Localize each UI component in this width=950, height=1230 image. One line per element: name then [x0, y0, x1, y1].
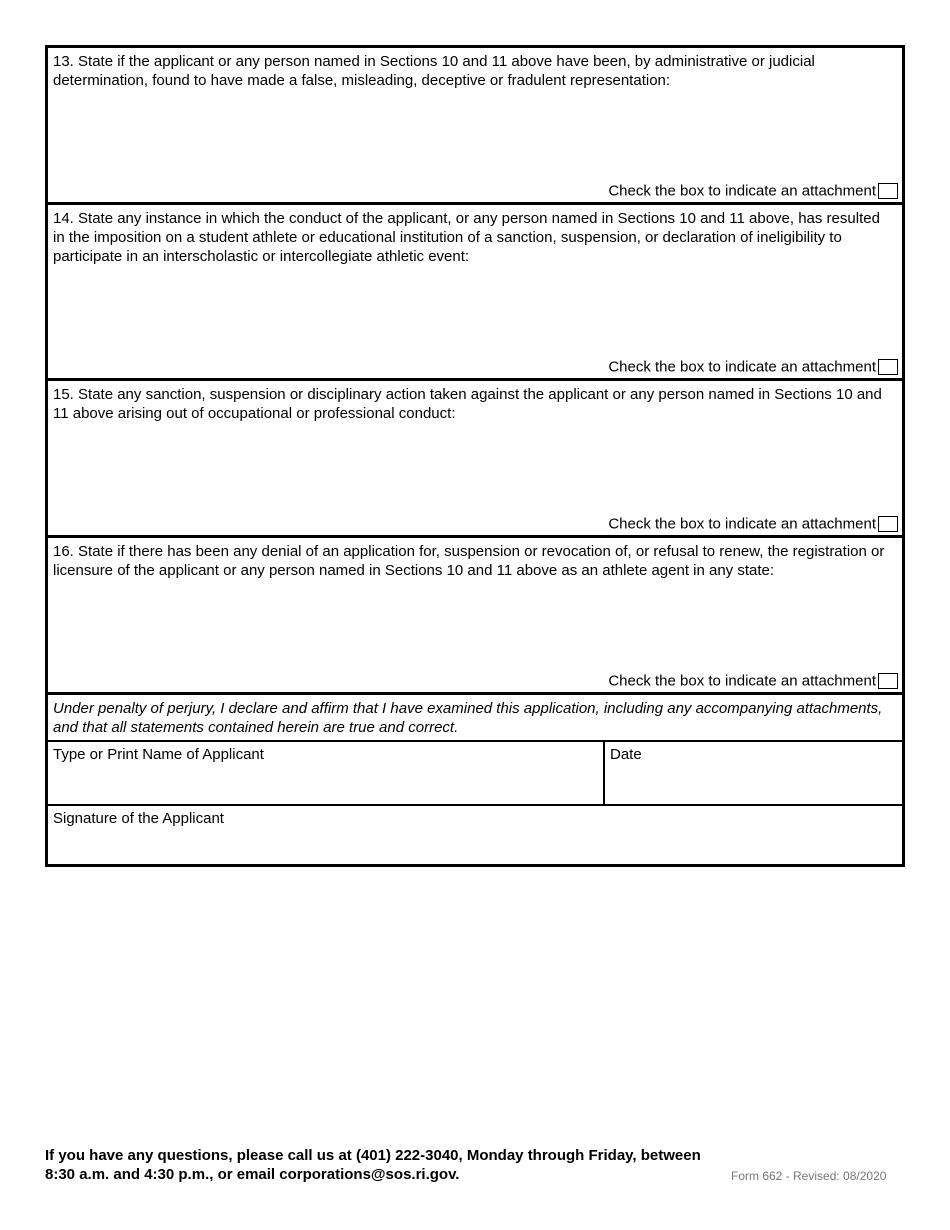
attachment-label: Check the box to indicate an attachment	[608, 182, 876, 200]
footer-contact-info: If you have any questions, please call us at (401) 222-3040, Monday through Friday, between 8:30 a.m. and 4:30 p.m., or email corporations@sos.ri.gov.	[45, 1147, 701, 1183]
section-15-attachment	[608, 514, 898, 534]
applicant-name-date-row	[48, 742, 902, 806]
attachment-label: Check the box to indicate an attachment	[608, 358, 876, 376]
signature-label: Signature of the Applicant	[53, 810, 224, 827]
declaration-text: Under penalty of perjury, I declare and affirm that I have examined this application, including any accompanying attachments, and that all statements contained herein are true and correct.	[53, 700, 883, 736]
section-16	[48, 538, 902, 695]
section-13	[48, 48, 902, 205]
date-field[interactable]	[605, 742, 902, 804]
section-13-attachment-checkbox[interactable]	[878, 183, 898, 199]
section-14-attachment	[608, 357, 898, 377]
applicant-name-field[interactable]	[48, 742, 605, 804]
signature-field[interactable]	[48, 806, 902, 864]
section-14	[48, 205, 902, 381]
section-15	[48, 381, 902, 538]
form-table	[45, 45, 905, 867]
section-13-question: 13. State if the applicant or any person named in Sections 10 and 11 above have been, by administrative or judicial determination, found to have made a false, misleading, deceptive or fradulent representation:	[53, 53, 815, 89]
attachment-label: Check the box to indicate an attachment	[608, 515, 876, 533]
declaration	[48, 695, 902, 742]
section-15-attachment-checkbox[interactable]	[878, 516, 898, 532]
section-15-question: 15. State any sanction, suspension or disciplinary action taken against the applicant or any person named in Sections 10 and 11 above arising out of occupational or professional conduct:	[53, 386, 882, 422]
section-16-attachment	[608, 671, 898, 691]
section-13-attachment	[608, 181, 898, 201]
attachment-label: Check the box to indicate an attachment	[608, 672, 876, 690]
section-14-question: 14. State any instance in which the conduct of the applicant, or any person named in Sections 10 and 11 above, has resulted in the imposition on a student athlete or educational institution of a sanction, suspension, or declaration of ineligibility to participate in an interscholastic or intercollegiate athletic event:	[53, 210, 880, 265]
section-14-attachment-checkbox[interactable]	[878, 359, 898, 375]
section-16-attachment-checkbox[interactable]	[878, 673, 898, 689]
form-revision-id: Form 662 - Revised: 08/2020	[731, 1169, 887, 1183]
applicant-name-label: Type or Print Name of Applicant	[53, 746, 264, 763]
date-label: Date	[610, 746, 642, 763]
section-16-question: 16. State if there has been any denial of an application for, suspension or revocation of, or refusal to renew, the registration or licensure of the applicant or any person named in Sections 10 and 11 above as an athlete agent in any state:	[53, 543, 885, 579]
